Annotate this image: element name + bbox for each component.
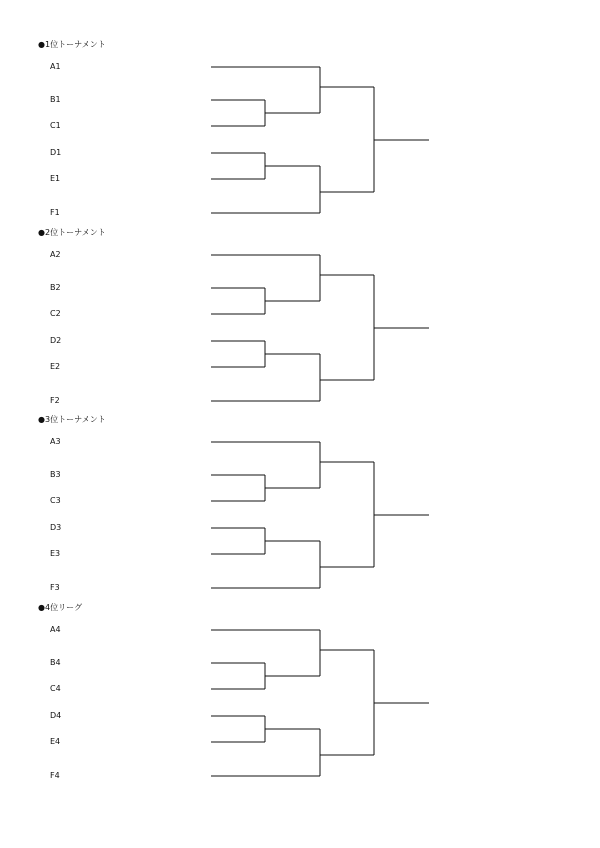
bracket-section-2 [0,228,600,416]
team-label-e: E1 [50,174,61,183]
team-label-c: C2 [50,309,61,318]
section-title: ●2位トーナメント [38,228,106,237]
bracket-lines [0,603,600,791]
team-label-f: F2 [50,396,60,405]
team-label-e: E3 [50,549,61,558]
team-label-e: E2 [50,362,61,371]
team-label-b: B4 [50,658,61,667]
team-label-a: A1 [50,62,61,71]
team-label-c: C4 [50,684,61,693]
bracket-section-3 [0,415,600,603]
team-label-a: A4 [50,625,61,634]
team-label-d: D4 [50,711,62,720]
team-label-f: F3 [50,583,60,592]
bracket-section-4 [0,603,600,791]
bracket-lines [0,228,600,416]
team-label-d: D2 [50,336,62,345]
bracket-lines [0,415,600,603]
team-label-b: B1 [50,95,61,104]
team-label-d: D3 [50,523,62,532]
team-label-f: F1 [50,208,60,217]
section-title: ●4位リーグ [38,603,83,612]
bracket-section-1 [0,40,600,228]
bracket-lines [0,40,600,228]
team-label-a: A3 [50,437,61,446]
section-title: ●1位トーナメント [38,40,106,49]
team-label-c: C1 [50,121,61,130]
team-label-a: A2 [50,250,61,259]
team-label-f: F4 [50,771,60,780]
team-label-b: B2 [50,283,61,292]
team-label-c: C3 [50,496,61,505]
section-title: ●3位トーナメント [38,415,106,424]
team-label-e: E4 [50,737,61,746]
team-label-d: D1 [50,148,62,157]
team-label-b: B3 [50,470,61,479]
